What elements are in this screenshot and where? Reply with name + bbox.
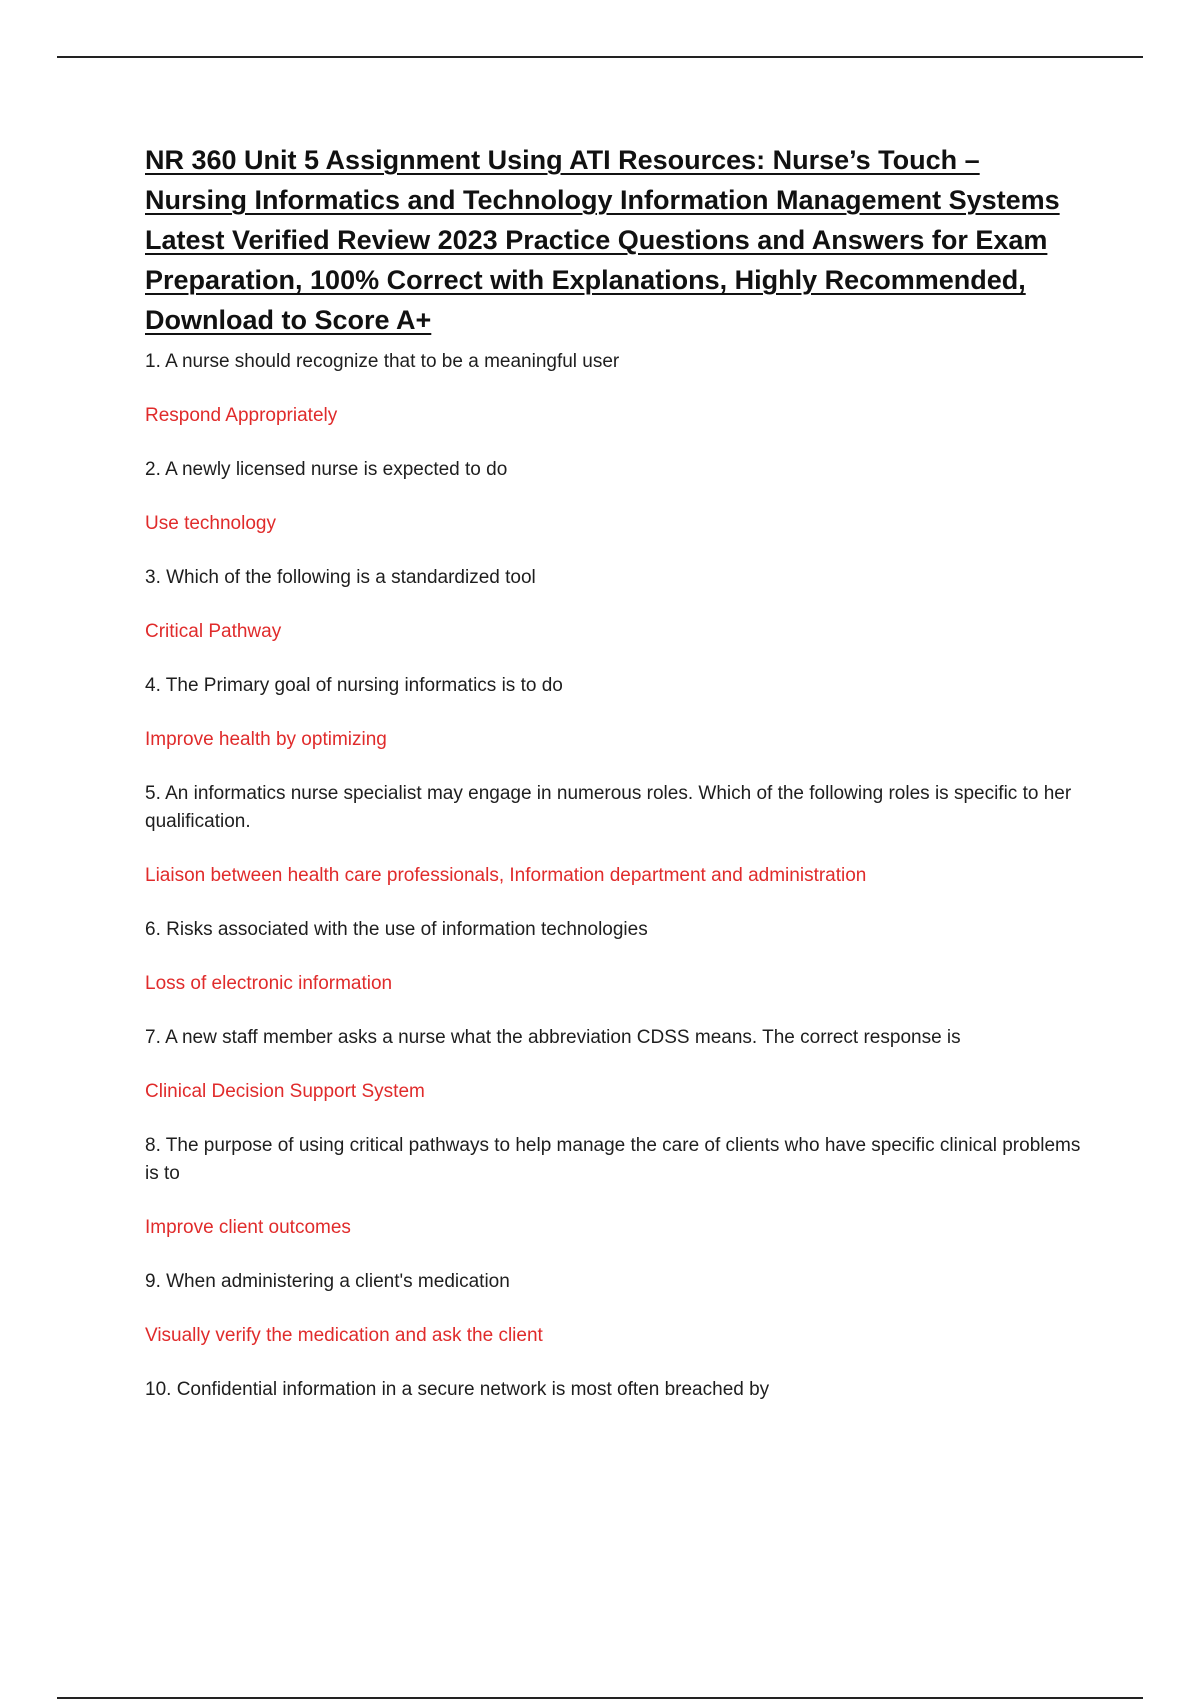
question-text: 5. An informatics nurse specialist may engage in numerous roles. Which of the following roles is specific to her qualification. [145, 783, 1072, 832]
question-text: 8. The purpose of using critical pathways to help manage the care of clients who have specific clinical problems is to [145, 1135, 1081, 1184]
qa-item-10 [145, 1376, 1085, 1404]
qa-item-5 [145, 780, 1085, 890]
answer-text: Use technology [145, 513, 276, 534]
bottom-divider [57, 1697, 1143, 1699]
answer-text: Respond Appropriately [145, 405, 338, 426]
question-text: 2. A newly licensed nurse is expected to do [145, 459, 508, 480]
question-text: 4. The Primary goal of nursing informatics is to do [145, 675, 563, 696]
document-title: NR 360 Unit 5 Assignment Using ATI Resources: Nurse’s Touch – Nursing Informatics and Technology Information Management Systems Latest Verified Review 2023 Practice Questions and Answers for Exam Preparation, 100% Correct with Explanations, Highly Recommended, Download to Score A+ [145, 145, 1060, 335]
question-text: 1. A nurse should recognize that to be a meaningful user [145, 351, 620, 372]
qa-item-7 [145, 1024, 1085, 1106]
top-divider [57, 56, 1143, 58]
answer-text: Clinical Decision Support System [145, 1081, 425, 1102]
answer-text: Liaison between health care professionals, Information department and administration [145, 865, 867, 886]
question-text: 7. A new staff member asks a nurse what the abbreviation CDSS means. The correct response is [145, 1027, 961, 1048]
qa-item-4 [145, 672, 1085, 754]
question-text: 6. Risks associated with the use of information technologies [145, 919, 648, 940]
qa-item-2 [145, 456, 1085, 538]
answer-text: Improve health by optimizing [145, 729, 387, 750]
question-text: 3. Which of the following is a standardized tool [145, 567, 536, 588]
answer-text: Critical Pathway [145, 621, 282, 642]
question-text: 10. Confidential information in a secure network is most often breached by [145, 1379, 770, 1400]
question-text: 9. When administering a client's medication [145, 1271, 510, 1292]
answer-text: Visually verify the medication and ask the client [145, 1325, 543, 1346]
qa-item-8 [145, 1132, 1085, 1242]
qa-item-9 [145, 1268, 1085, 1350]
answer-text: Improve client outcomes [145, 1217, 351, 1238]
qa-item-6 [145, 916, 1085, 998]
answer-text: Loss of electronic information [145, 973, 393, 994]
qa-item-1 [145, 348, 1085, 430]
qa-item-3 [145, 564, 1085, 646]
document-body [145, 140, 1085, 1430]
